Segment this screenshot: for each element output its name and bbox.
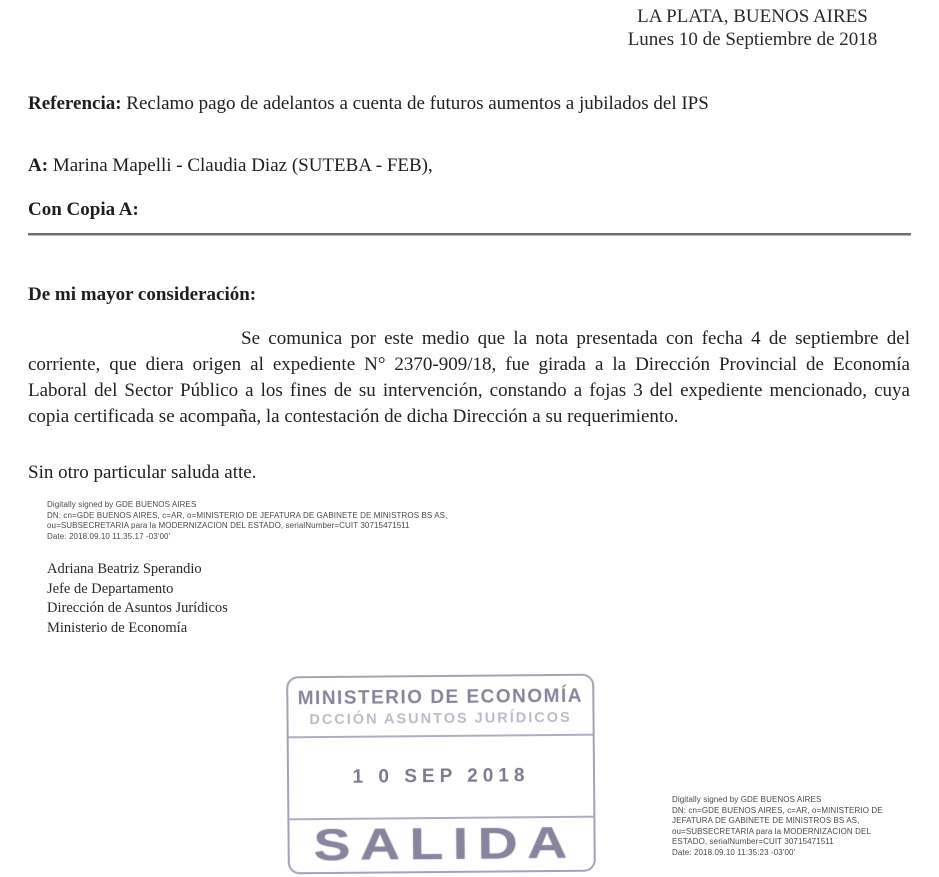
reference-line bbox=[28, 92, 709, 115]
signer-block bbox=[47, 560, 228, 638]
stamp-salida-section bbox=[289, 818, 593, 871]
recipient-line bbox=[28, 154, 433, 177]
stamp-date: 1 0 SEP 2018 bbox=[352, 765, 530, 788]
letter-place: LA PLATA, BUENOS AIRES bbox=[637, 6, 868, 27]
signature-note-line: Date: 2018.09.10 11:35:23 -03'00' bbox=[672, 847, 796, 857]
signature-note-line: ou=SUBSECRETARIA para la MODERNIZACION DEL ESTADO, serialNumber=CUIT 30715471511 bbox=[47, 521, 410, 530]
digital-signature-note-bottom bbox=[672, 795, 922, 858]
stamp-subtitle: DCCIÓN ASUNTOS JURÍDICOS bbox=[309, 709, 572, 729]
signer-office: Dirección de Asuntos Jurídicos bbox=[47, 600, 228, 616]
signature-note-line: DN: cn=GDE BUENOS AIRES, c=AR, o=MINISTERIO DE JEFATURA DE GABINETE DE MINISTROS BS AS, bbox=[47, 510, 448, 520]
salutation-line: De mi mayor consideración: bbox=[28, 284, 257, 305]
letter-date: Lunes 10 de Septiembre de 2018 bbox=[627, 29, 878, 50]
letter-header bbox=[580, 5, 925, 51]
letter-body: Se comunica por este medio que la nota presentada con fecha 4 de septiembre del corriente, que diera origen al expediente N° 2370-909/18, fue girada a la Dirección Provincial de Economía Laboral del Sector Público a los fines de su intervención, constando a fojas 3 del expediente mencionado, cuya copia certificada se acompaña, la contestación de dicha Dirección a su requerimiento. bbox=[28, 328, 910, 427]
recipient-label: A: bbox=[28, 155, 49, 176]
stamp-title: MINISTERIO DE ECONOMÍA bbox=[297, 685, 584, 710]
signature-note-line: ESTADO, serialNumber=CUIT 30715471511 bbox=[672, 837, 834, 846]
signature-note-line: JEFATURA DE GABINETE DE MINISTROS BS AS, bbox=[672, 816, 860, 825]
signature-note-line: Date: 2018.09.10 11.35.17 -03'00' bbox=[47, 531, 171, 541]
ministry-rubber-stamp bbox=[286, 674, 596, 875]
signature-note-line: DN: cn=GDE BUENOS AIRES, c=AR, o=MINISTERIO DE bbox=[672, 805, 883, 815]
stamp-salida-word: SALIDA bbox=[312, 817, 577, 870]
recipient-text: Marina Mapelli - Claudia Diaz (SUTEBA - FEB), bbox=[52, 155, 433, 176]
horizontal-rule bbox=[28, 233, 911, 236]
signer-name: Adriana Beatriz Sperandio bbox=[47, 561, 202, 577]
closing-line: Sin otro particular saluda atte. bbox=[28, 462, 257, 483]
reference-label: Referencia: bbox=[28, 93, 122, 114]
signature-note-line: Digitally signed by GDE BUENOS AIRES bbox=[47, 500, 197, 509]
signer-title: Jefe de Departamento bbox=[47, 580, 174, 597]
digital-signature-note-top bbox=[47, 500, 477, 542]
stamp-date-section bbox=[289, 736, 594, 821]
stamp-header-section bbox=[288, 676, 593, 739]
cc-line: Con Copia A: bbox=[28, 199, 139, 220]
signer-ministry: Ministerio de Economía bbox=[47, 619, 188, 636]
signature-note-line: Digitally signed by GDE BUENOS AIRES bbox=[672, 795, 822, 804]
signature-note-line: ou=SUBSECRETARIA para la MODERNIZACION DEL bbox=[672, 826, 871, 836]
reference-text: Reclamo pago de adelantos a cuenta de futuros aumentos a jubilados del IPS bbox=[126, 93, 709, 114]
